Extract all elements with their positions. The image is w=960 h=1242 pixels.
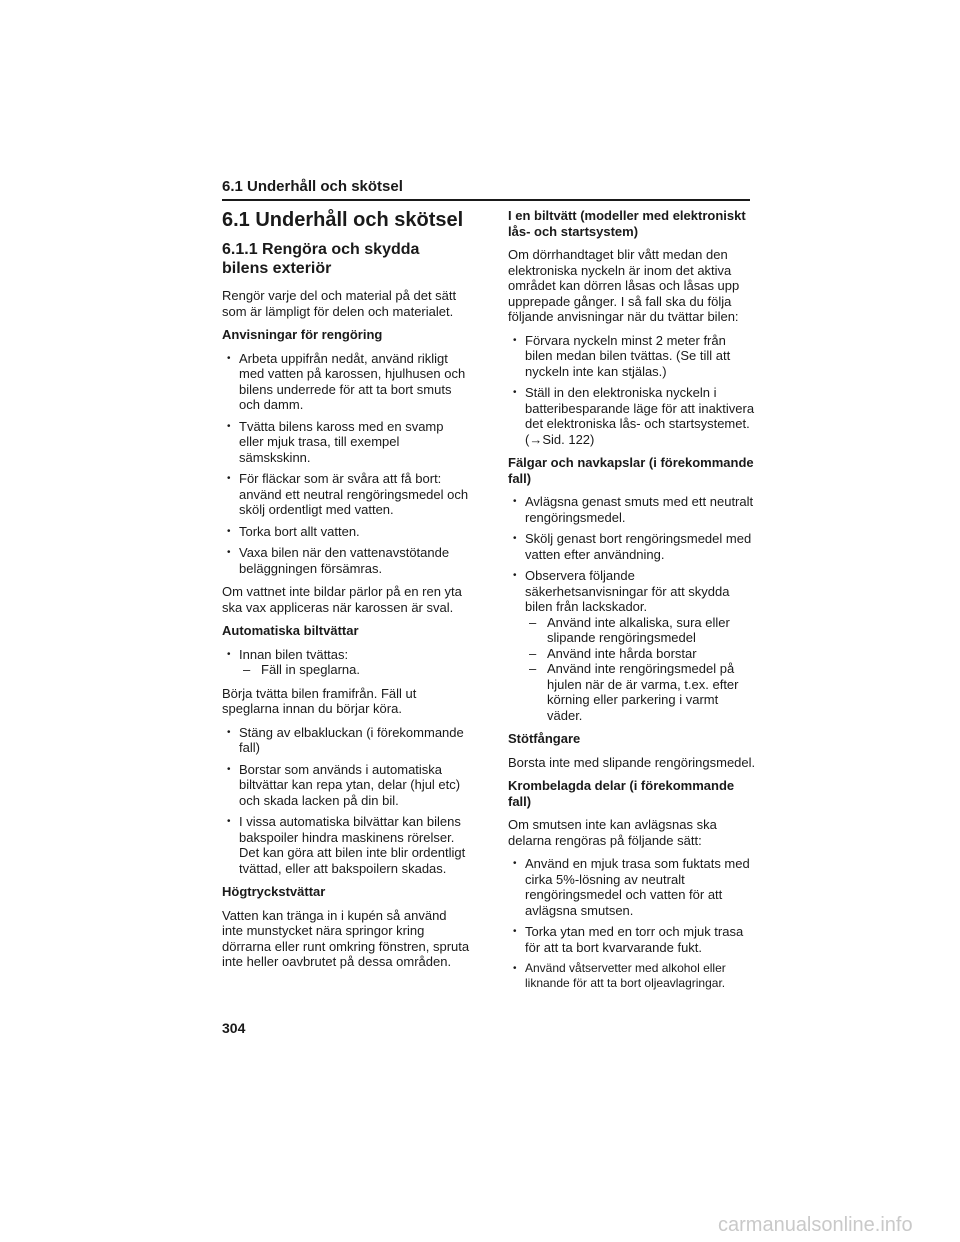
list-item: • Använd en mjuk trasa som fuktats med cirka 5%-lösning av neutralt rengöringsmedel och vatten för att avlägsna smutsen. [508, 856, 756, 918]
auto-wash-text: Börja tvätta bilen framifrån. Fäll ut speglarna innan du börjar köra. [222, 685, 417, 716]
cleaning-heading: Anvisningar för rengöring [222, 327, 383, 342]
list-item: • Arbeta uppifrån nedåt, använd rikligt med vatten på karossen, hjulhusen och bilens underrede för att ta bort smuts och damm. [222, 351, 470, 413]
list-item: • Stäng av elbakluckan (i förekommande fall) [222, 725, 470, 756]
auto-wash-list-b [222, 725, 470, 877]
cleaning-list [222, 351, 470, 577]
watermark: carmanualsonline.info [718, 1214, 913, 1236]
left-column [222, 208, 470, 978]
subsection-title: 6.1.1 Rengöra och skydda bilens exteriör [222, 241, 420, 277]
pressure-wash-heading: Högtryckstvättar [222, 884, 326, 899]
list-item: • Borstar som används i automatiska biltvättar kan repa ytan, delar (hjul etc) och skada lacken på din bil. [222, 762, 470, 809]
list-item: • Torka bort allt vatten. [222, 524, 470, 540]
list-item: • För fläckar som är svåra att få bort: använd ett neutral rengöringsmedel och skölj ordentligt med vatten. [222, 471, 470, 518]
list-item: • Förvara nyckeln minst 2 meter från bilen medan bilen tvättas. (Se till att nyckeln inte kan stjälas.) [508, 333, 756, 380]
intro-paragraph: Rengör varje del och material på det sätt som är lämpligt för delen och materialet. [222, 288, 457, 319]
list-item: • Använd våtservetter med alkohol eller liknande för att ta bort oljeavlagringar. [508, 961, 756, 991]
list-item-text: • Observera följande säkerhetsanvisningar för att skydda bilen från lackskador. [525, 568, 730, 614]
wheels-heading: Fälgar och navkapslar (i förekommande fall) [508, 455, 754, 486]
list-item: • I vissa automatiska bilvättar kan bilens bakspoiler hindra maskinens rörelser. Det kan göra att bilen inte blir ordentligt tvättad, eller att bakspoilern skadas. [222, 814, 470, 876]
sub-item: – Använd inte rengöringsmedel på hjulen när de är varma, t.ex. efter körning eller parkering i varmt väder. [525, 661, 756, 723]
sub-item: – Använd inte hårda borstar [525, 646, 756, 662]
header-rule [222, 199, 750, 201]
list-item [508, 568, 756, 723]
list-item: • Vaxa bilen när den vattenavstötande beläggningen försämras. [222, 545, 470, 576]
auto-wash-heading: Automatiska biltvättar [222, 623, 359, 638]
chrome-list [508, 856, 756, 991]
list-item: • Torka ytan med en torr och mjuk trasa för att ta bort kvarvarande fukt. [508, 924, 756, 955]
header-title: 6.1 Underhåll och skötsel [222, 178, 403, 195]
list-item: • Avlägsna genast smuts med ett neutralt rengöringsmedel. [508, 494, 756, 525]
right-column [508, 208, 756, 999]
pressure-wash-text: Vatten kan tränga in i kupén så använd inte munstycket nära springor kring dörrarna eller runt omkring fönstren, spruta inte heller oavbrutet på dessa områden. [222, 907, 470, 969]
section-title: 6.1 Underhåll och skötsel [222, 209, 464, 231]
list-item: • Tvätta bilens kaross med en svamp eller mjuk trasa, till exempel sämskskinn. [222, 419, 470, 466]
list-item: • Skölj genast bort rengöringsmedel med vatten efter användning. [508, 531, 756, 562]
page-number: 304 [222, 1020, 246, 1036]
bumpers-heading: Stötfångare [508, 731, 581, 746]
sub-item: – Använd inte alkaliska, sura eller slipande rengöringsmedel [525, 615, 756, 646]
bumpers-text: Borsta inte med slipande rengöringsmedel. [508, 754, 756, 770]
car-wash-key-heading: I en biltvätt (modeller med elektroniskt lås- och startsystem) [508, 208, 746, 239]
list-item [222, 647, 470, 678]
chrome-text: Om smutsen inte kan avlägsnas ska delarna rengöras på följande sätt: [508, 817, 717, 848]
wax-note: Om vattnet inte bildar pärlor på en ren yta ska vax appliceras när karossen är sval. [222, 584, 462, 615]
car-wash-key-text: Om dörrhandtaget blir vått medan den elektroniska nyckeln är inom det aktiva området kan dörren låsas och låsas upp upprepade gånger. I så fall ska du följa följande anvisningar när du tvättar bilen: [508, 247, 740, 324]
chrome-heading: Krombelagda delar (i förekommande fall) [508, 778, 735, 809]
list-item: • Ställ in den elektroniska nyckeln i batteribesparande läge för att inaktivera det elektroniska lås- och startsystemet. (→Sid. 122) [508, 385, 756, 447]
wheels-list [508, 494, 756, 723]
sub-item: – Fäll in speglarna. [239, 662, 470, 678]
list-item-text: • Innan bilen tvättas: [239, 646, 349, 662]
car-wash-key-list [508, 333, 756, 448]
auto-wash-list-a [222, 647, 470, 678]
